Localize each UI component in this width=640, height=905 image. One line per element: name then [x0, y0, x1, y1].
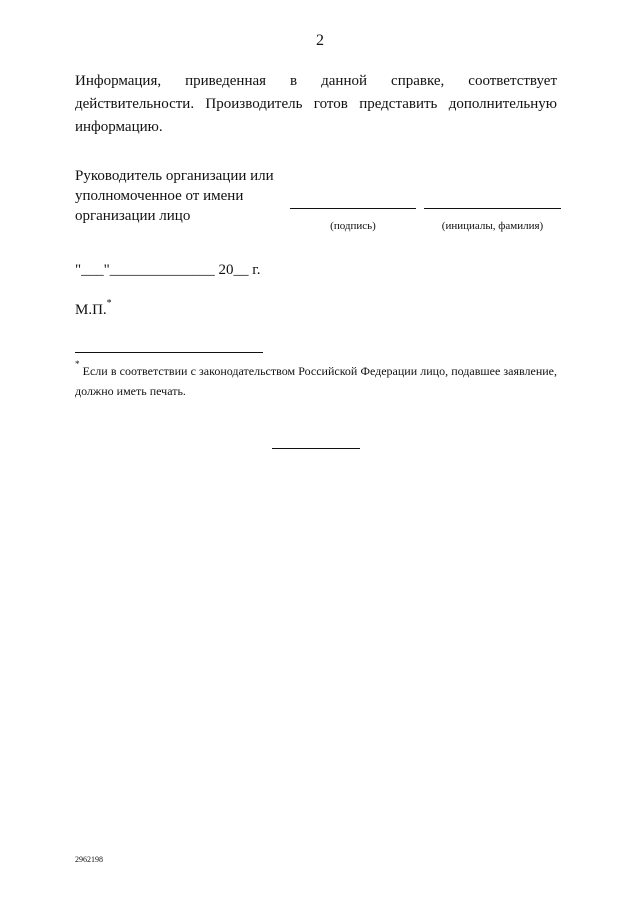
- page-number: 2: [316, 32, 324, 49]
- signature-caption: (подпись): [330, 220, 376, 232]
- signatory-label: Руководитель организации или уполномоченное от имени организации лицо: [75, 168, 274, 224]
- footnote-text: Если в соответствии с законодательством Российской Федерации лицо, подавшее заявление, должно иметь печать.: [75, 364, 558, 398]
- footnote-rule: [75, 352, 263, 353]
- stamp-label: М.П.: [75, 302, 107, 318]
- name-line: [424, 208, 561, 209]
- stamp-placeholder: [75, 300, 112, 319]
- stamp-footnote-marker: *: [106, 298, 112, 309]
- confirmation-paragraph: Информация, приведенная в данной справке, соответствует действительности. Производитель готов представить дополнительную информацию.: [75, 73, 557, 135]
- date-line: "___"______________ 20__ г.: [75, 262, 261, 278]
- end-rule: [272, 448, 360, 449]
- signature-line: [290, 208, 416, 209]
- document-code: 2962198: [75, 855, 103, 864]
- footnote-marker: *: [75, 359, 80, 369]
- name-caption: (инициалы, фамилия): [441, 220, 544, 232]
- footnote: [75, 357, 557, 401]
